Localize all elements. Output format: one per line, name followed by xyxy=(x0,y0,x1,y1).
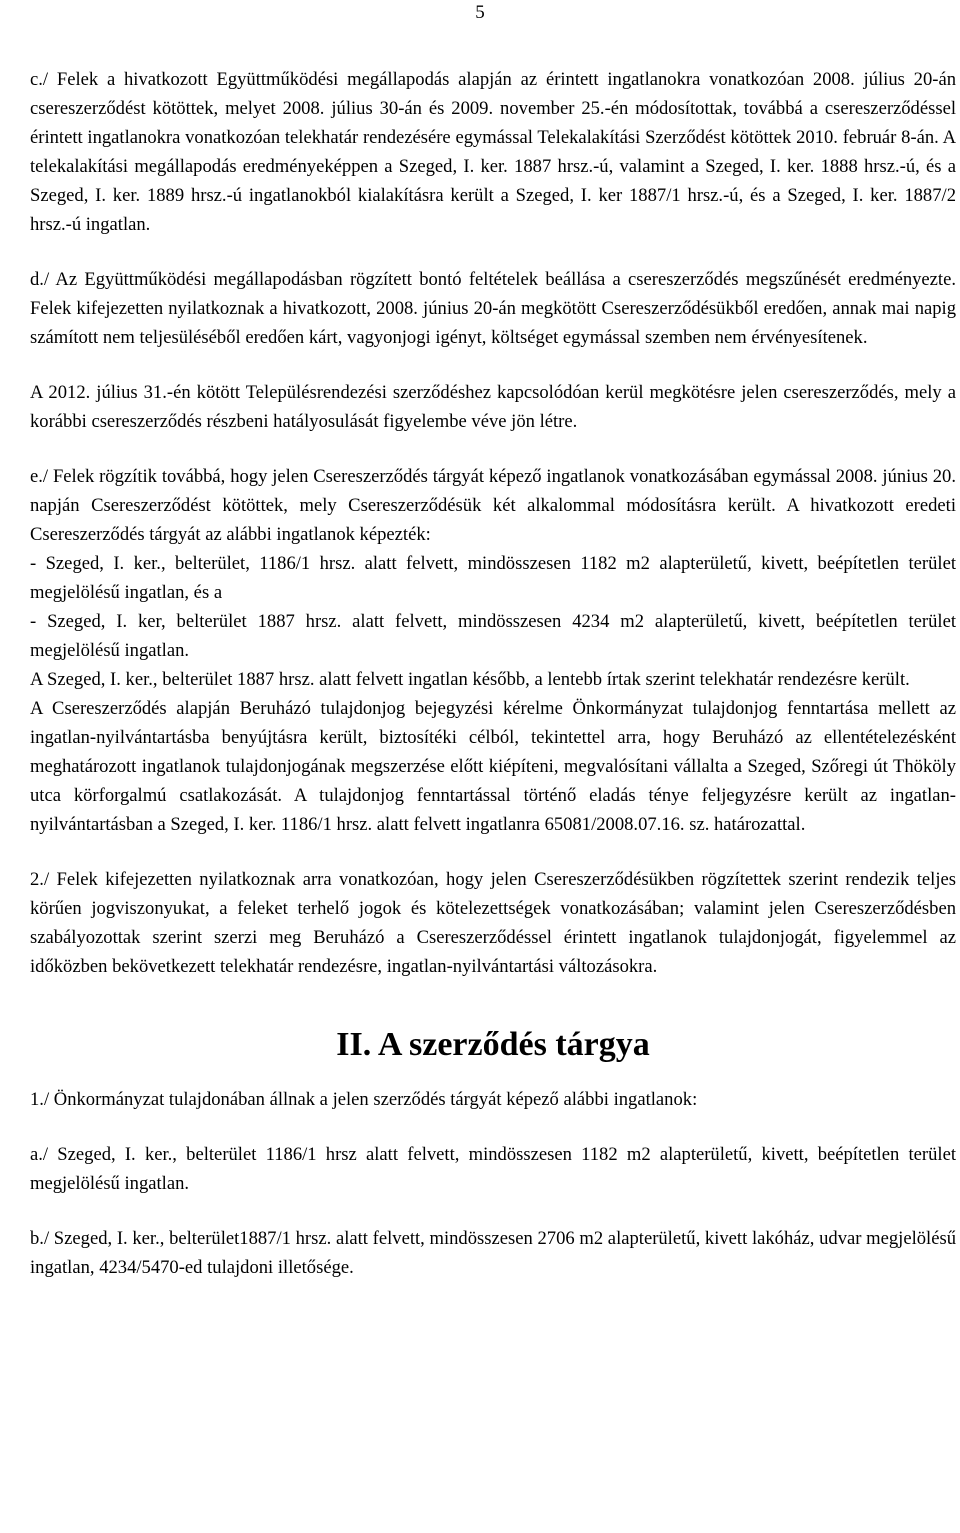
property-item-1887: - Szeged, I. ker, belterület 1887 hrsz. alatt felvett, mindösszesen 4234 m2 alapterületű, kivett, beépítetlen terület megjelölésű ingatlan. xyxy=(30,611,956,661)
paragraph-section-b: b./ Szeged, I. ker., belterület1887/1 hrsz. alatt felvett, mindösszesen 2706 m2 alapterületű, kivett lakóház, udvar megjelölésű ingatlan, 4234/5470-ed tulajdoni illetősége. xyxy=(30,1228,956,1278)
paragraph-e: e./ Felek rögzítik továbbá, hogy jelen Csereszerződés tárgyát képező ingatlanok vonatkozásában egymással 2008. június 20. napján Csereszerződést kötöttek, mely Csereszerződésük két alkalommal módosításra került. A hivatkozott eredeti Csereszerződés tárgyát az alábbi ingatlanok képezték: xyxy=(30,466,956,545)
document-body xyxy=(30,65,956,1282)
paragraph-section-a: a./ Szeged, I. ker., belterület 1186/1 hrsz alatt felvett, mindösszesen 1182 m2 alapterületű, kivett, beépítetlen terület megjelölésű ingatlan. xyxy=(30,1144,956,1194)
paragraph-boundary-settlement: A Szeged, I. ker., belterület 1887 hrsz. alatt felvett ingatlan később, a lentebb írtak szerint telekhatár rendezésre került. xyxy=(30,669,910,690)
paragraph-section-1: 1./ Önkormányzat tulajdonában állnak a jelen szerződés tárgyát képező alábbi ingatlanok: xyxy=(30,1089,698,1110)
paragraph-2: 2./ Felek kifejezetten nyilatkoznak arra vonatkozóan, hogy jelen Csereszerződésükben rögzítettek szerint rendezik teljes körűen jogviszonyukat, a feleket terhelő jogok és kötelezettségek vonatkozásában; valamint jelen Csereszerződésben szabályozottak szerint szerzi meg Beruházó a Csereszerződéssel érintett ingatlanok tulajdonjogát, figyelemmel az időközben bekövetkezett telekhatár rendezésre, ingatlan-nyilvántartási változásokra. xyxy=(30,869,956,977)
paragraph-c: c./ Felek a hivatkozott Együttműködési megállapodás alapján az érintett ingatlanokra vonatkozóan 2008. július 20-án csereszerződést kötöttek, melyet 2008. július 30-án és 2009. november 25.-én módosítottak, továbbá a csereszerződéssel érintett ingatlanokra vonatkozóan telekhatár rendezésére egymással Telekalakítási Szerződést kötöttek 2010. február 8-án. A telekalakítási megállapodás eredményeképpen a Szeged, I. ker. 1887 hrsz.-ú, valamint a Szeged, I. ker. 1888 hrsz.-ú, és a Szeged, I. ker. 1889 hrsz.-ú ingatlanokból kialakításra került a Szeged, I. ker 1887/1 hrsz.-ú, és a Szeged, I. ker. 1887/2 hrsz.-ú ingatlan. xyxy=(30,69,956,235)
property-item-1186-1: - Szeged, I. ker., belterület, 1186/1 hrsz. alatt felvett, mindösszesen 1182 m2 alapterületű, kivett, beépítetlen terület megjelölésű ingatlan, és a xyxy=(30,553,956,603)
paragraph-settlement-contract: A 2012. július 31.-én kötött Településrendezési szerződéshez kapcsolódóan kerül megkötésre jelen csereszerződés, mely a korábbi csereszerződés részbeni hatályosulását figyelembe véve jön létre. xyxy=(30,382,956,432)
section-heading: II. A szerződés tárgya xyxy=(336,1026,650,1063)
paragraph-d: d./ Az Együttműködési megállapodásban rögzített bontó feltételek beállása a csereszerződés megszűnését eredményezte. Felek kifejezetten nyilatkoznak a hivatkozott, 2008. június 20-án megkötött Csereszerződésükből eredően, annak mai napig számított nem teljesüléséből eredően kárt, vagyonjogi igényt, költséget egymással szemben nem érvényesítenek. xyxy=(30,269,956,348)
page-number: 5 xyxy=(475,2,485,23)
paragraph-ownership-registration: A Csereszerződés alapján Beruházó tulajdonjog bejegyzési kérelme Önkormányzat tulajdonjog fenntartása mellett az ingatlan-nyilvántartásba benyújtásra került, biztosítéki célból, tekintettel arra, hogy Beruházó az ellentételezésként meghatározott ingatlanok tulajdonjogának megszerzése előtt kiépíteni, megvalósítani vállalta a Szeged, Szőregi út Thököly utca körforgalmú csatlakozását. A tulajdonjog fenntartással történő eladás ténye feljegyzésre került az ingatlan-nyilvántartásban a Szeged, I. ker. 1186/1 hrsz. alatt felvett ingatlanra 65081/2008.07.16. sz. határozattal. xyxy=(30,698,956,835)
